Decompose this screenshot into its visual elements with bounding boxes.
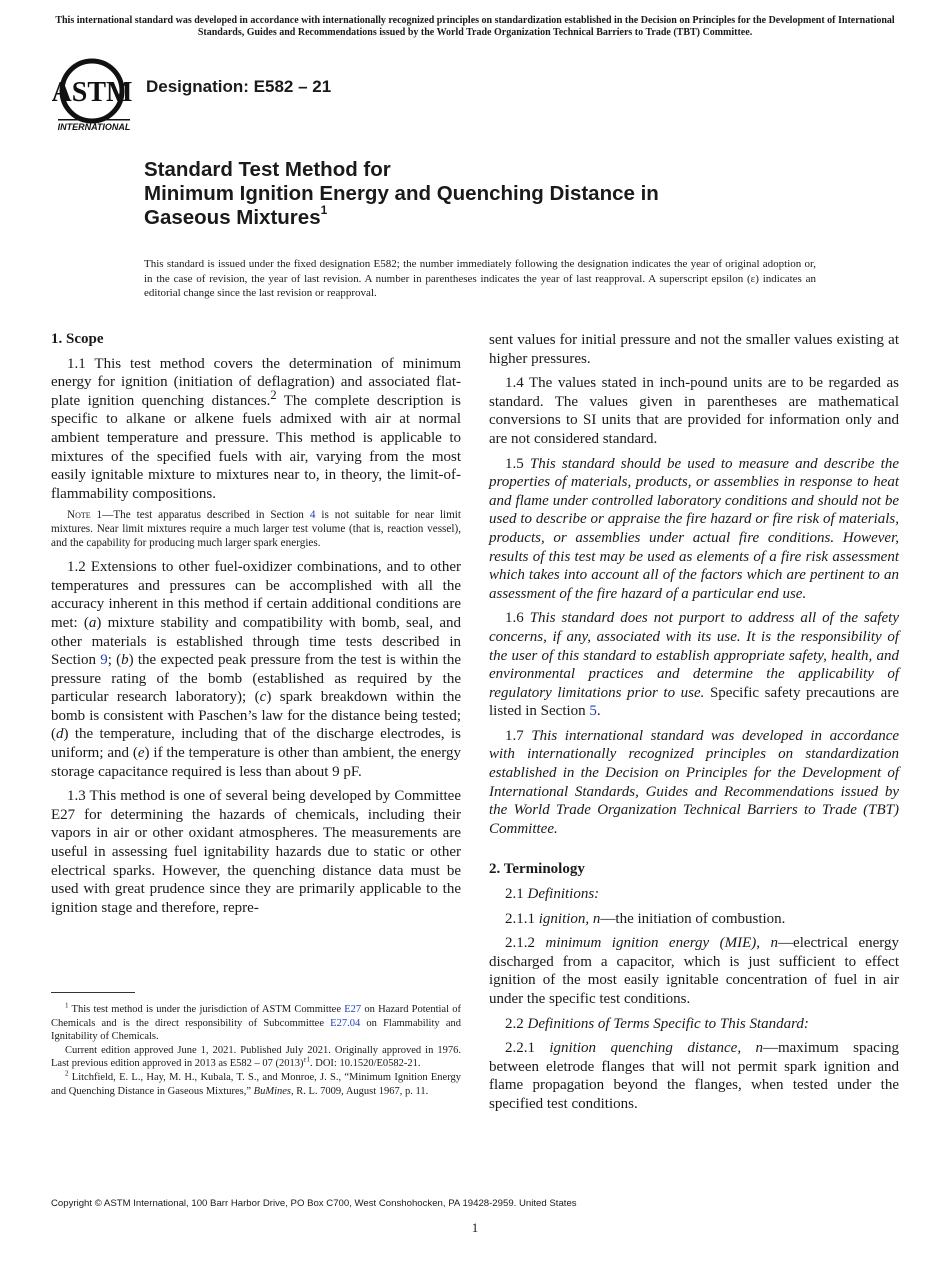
paragraph-1-5: 1.5 This standard should be used to measure and describe the properties of materials, products, or assemblies in response to heat and flame under controlled laboratory conditions and should not be used to describe or appraise the fire hazard or fire risk of materials, products, or assemblies under actual fire conditions. However, results of this test may be used as elements of a fire risk assessment which takes into account all of the factors which are pertinent to an assessment of the fire hazard of a particular end use.: [489, 455, 899, 602]
paragraph-2-2: 2.2 Definitions of Terms Specific to This Standard:: [505, 1015, 809, 1032]
left-column: [51, 330, 461, 923]
committee-e27-link[interactable]: E27: [344, 1004, 362, 1015]
paragraph-1-1: 1.1 This test method covers the determination of minimum energy for ignition (initiation of deflagration) and associated flat-plate ignition quenching distances.$^2$ The complete description is specific to alkane or alkene fuels admixed with air at normal ambient temperature and pressure. This method is applicable to mixtures of the specified fuels with air, varying from the most easily ignitable mixture to mixtures near to, in theory, the limit-of-flammability compositions.: [51, 355, 461, 502]
paragraph-2-1-2: 2.1.2 minimum ignition energy (MIE), n—electrical energy discharged from a capacitor, which is just sufficient to effect ignition of the most easily ignitable concentration of fuel in air under the specific test conditions.: [489, 935, 899, 1007]
logo-subtext: INTERNATIONAL: [57, 122, 131, 132]
title-line-1: Standard Test Method for: [144, 158, 391, 181]
section-4-link[interactable]: 4: [309, 509, 316, 522]
paragraph-1-3: 1.3 This method is one of several being developed by Committee E27 for determining the hazards of chemicals, including their vapors in air or other oxidant atmospheres. The measurements are useful in assessing fuel ignitability hazards due to static or other electrical sparks. However, the quenching distance data must be used with great prudence since they are primarily applicable to the ignition stage and therefore, repre-: [51, 788, 461, 916]
paragraph-1-2: 1.2 Extensions to other fuel-oxidizer combinations, and to other temperatures and pressures can be accomplished with all the accuracy inherent in this method if certain additional conditions are met: (a) mixture stability and compatibility with bomb, seal, and other materials is established through time tests described in Section 9; (b) the expected peak pressure from the test is within the pressure rating of the bomb (established as required by the particular research laboratory); (c) spark breakdown within the bomb is consistent with Paschen’s law for the distance being tested; (d) the temperature, including that of the discharge electrodes, is uniform; and (e) if the temperature is other than ambient, the energy storage capacitance required is less than about 9 pF.: [51, 559, 461, 780]
paragraph-2-1-1: 2.1.1 ignition, n—the initiation of combustion.: [505, 910, 786, 927]
footnote-ref-2[interactable]: 2: [270, 387, 277, 402]
title-line-2: Minimum Ignition Energy and Quenching Distance in: [144, 182, 659, 205]
section-heading-terminology: 2. Terminology: [489, 861, 585, 878]
paragraph-1-7: 1.7 This international standard was developed in accordance with internationally recognized principles on standardization established in the Decision on Principles for the Development of International Standards, Guides and Recommendations issued by the World Trade Organization Technical Barriers to Trade (TBT) Committee.: [489, 727, 900, 837]
title-footnote-ref[interactable]: 1: [320, 203, 328, 218]
section-9-link[interactable]: 9: [100, 652, 108, 669]
footnote-1-edition: Current edition approved June 1, 2021. Published July 2021. Originally approved in 1976. Last previous edition approved in 2013 as E582 – 07 $(2013)^{\varepsilon 1}$. DOI: 10.1520/E0582-21.: [51, 1044, 461, 1070]
paragraph-1-4: 1.4 The values stated in inch-pound units are to be regarded as standard. The values given in parentheses are mathematical conversions to SI units that are provided for information only and are not considered standard.: [489, 375, 899, 447]
page-number: 1: [471, 1220, 479, 1235]
paragraph-2-1: 2.1 Definitions:: [505, 886, 600, 903]
copyright-line: Copyright © ASTM International, 100 Barr Harbor Drive, PO Box C700, West Conshohocken, PA 19428-2959. United States: [51, 1198, 577, 1209]
paragraph-1-6: 1.6 This standard does not purport to address all of the safety concerns, if any, associated with its use. It is the responsibility of the user of this standard to establish appropriate safety, health, and environmental practices and determine the applicability of regulatory limitations prior to use. Specific safety precautions are listed in Section 5.: [489, 610, 900, 720]
footnote-1: $^1$ This test method is under the jurisdiction of ASTM Committee E27 on Hazard Potential of Chemicals and is the direct responsibility of Subcommittee E27.04 on Flammability and Ignitability of Chemicals.: [51, 1001, 461, 1043]
document-title: [144, 158, 844, 230]
paragraph-1-3-continued: sent values for initial pressure and not the smaller values existing at higher pressures.: [489, 332, 899, 367]
designation: Designation: E582 – 21: [146, 77, 332, 96]
top-notice: This international standard was developed in accordance with internationally recognized principles on standardization established in the Decision on Principles for the Development of International Standards, Guides and Recommendations issued by the World Trade Organization Technical Barriers to Trade (TBT) Committee.: [55, 15, 895, 38]
footnotes: [51, 1003, 461, 1098]
title-line-3: Gaseous Mixtures$^1$: [144, 203, 328, 229]
footnote-2: $^2$ Litchfield, E. L., Hay, M. H., Kubala, T. S., and Monroe, J. S., “Minimum Ignition Energy and Quenching Distance in Gaseous Mixtures,” BuMines, R. L. 7009, August 1967, p. 11.: [51, 1069, 461, 1097]
paragraph-2-2-1: 2.2.1 ignition quenching distance, n—maximum spacing between eletrode flanges that will not permit spark ignition and flame propagation beyond the flanges, when tested under the specified test conditions.: [489, 1040, 899, 1112]
note-1: Note 1—The test apparatus described in Section 4 is not suitable for near limit mixtures. Near limit mixtures require a much larger test volume (that is, reaction vessel), and the capability for producing much larger spark energies.: [51, 509, 461, 549]
right-column: [489, 331, 899, 1120]
issuance-note: This standard is issued under the fixed designation E582; the number immediately following the designation indicates the year of original adoption or, in the case of revision, the year of last revision. A number in parentheses indicates the year of last reapproval. A superscript epsilon (ε) indicates an editorial change since the last revision or reapproval.: [144, 258, 816, 299]
footnote-divider: [51, 992, 135, 993]
astm-logo-icon: [52, 57, 136, 133]
logo-wordmark: ASTM: [52, 77, 133, 108]
section-heading-scope: 1. Scope: [51, 331, 104, 347]
section-5-link[interactable]: 5: [589, 703, 597, 720]
subcommittee-e27-04-link[interactable]: E27.04: [330, 1017, 361, 1029]
